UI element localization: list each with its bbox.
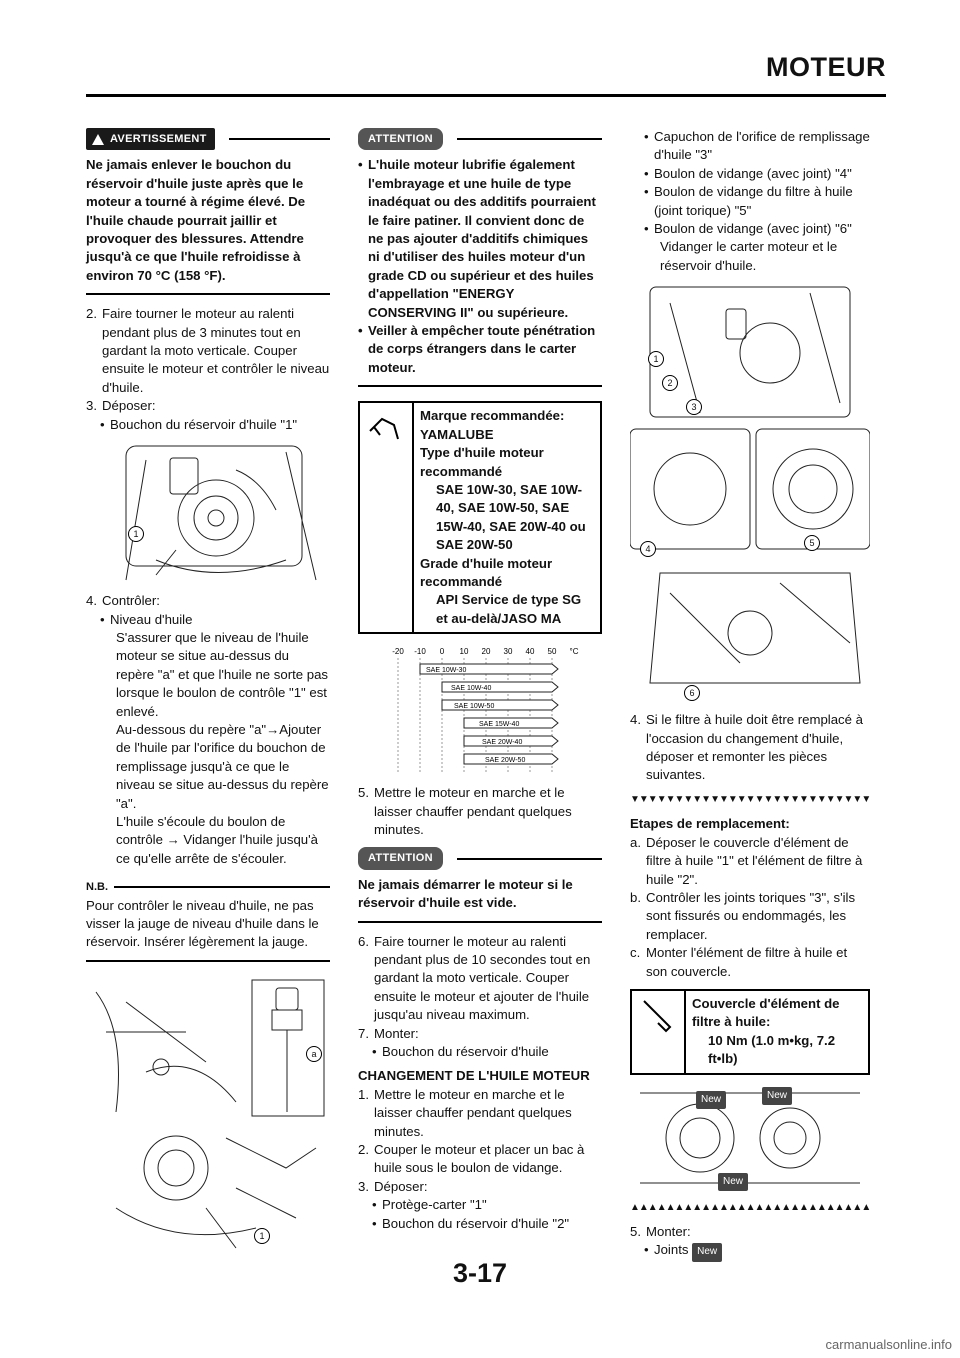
divider xyxy=(457,138,602,140)
figure-filter xyxy=(630,1083,870,1193)
list-item xyxy=(630,165,870,183)
engine-illustration xyxy=(86,440,330,588)
new-badge: New xyxy=(696,1091,726,1109)
paragraph: S'assurer que le niveau de l'huile moteur se situe au-dessus du repère "a" et que l'huile ne sorte pas lorsque le boulon de contrôle "1" est enlevé. xyxy=(116,629,329,719)
section-start-marker: ▼▼▼▼▼▼▼▼▼▼▼▼▼▼▼▼▼▼▼▼▼▼▼▼▼▼▼ xyxy=(630,793,870,805)
section-title: CHANGEMENT DE L'HUILE MOTEUR xyxy=(358,1068,590,1084)
step-text: Contrôler: xyxy=(102,593,160,609)
step-number: 6. xyxy=(358,933,369,949)
step-number: 7. xyxy=(358,1025,369,1041)
list-item xyxy=(86,305,330,397)
list-item xyxy=(86,397,330,415)
torque-wrench-icon xyxy=(632,991,686,1073)
callout-5: 5 xyxy=(804,535,820,551)
spec-line: SAE 10W-30, SAE 10W-40, SAE 10W-50, SAE 15W-40, SAE 20W-40 ou SAE 20W-50 xyxy=(436,481,586,553)
list-item xyxy=(358,1141,602,1178)
step-number: 2. xyxy=(86,306,97,322)
list-item xyxy=(630,889,870,944)
bullet: • xyxy=(358,323,363,339)
note-tag: N.B. xyxy=(86,881,108,894)
bullet-text: Niveau d'huile xyxy=(110,611,193,627)
grade-label: SAE 20W-50 xyxy=(485,757,526,765)
bullet-text: Bouchon du réservoir d'huile "1" xyxy=(110,416,298,432)
temp-tick: -20 xyxy=(392,647,404,657)
list-item xyxy=(630,1223,870,1241)
paragraph: Vidanger le carter moteur et le réservoir d'huile. xyxy=(660,239,838,273)
grade-label: SAE 20W-40 xyxy=(482,739,523,747)
spec-box xyxy=(358,401,602,634)
list-item xyxy=(358,1025,602,1043)
temp-tick: 40 xyxy=(525,647,535,657)
list-item xyxy=(358,1215,602,1233)
list-item xyxy=(358,1086,602,1141)
grade-label: SAE 10W-50 xyxy=(454,703,495,711)
list-item xyxy=(630,944,870,981)
step-text: Déposer: xyxy=(102,398,156,414)
figure-drain-bolt xyxy=(86,1128,330,1258)
bullet-label: Joints xyxy=(654,1242,689,1258)
temp-tick: 0 xyxy=(439,647,445,657)
step-text: Mettre le moteur en marche et le laisser chauffer pendant quelques minutes. xyxy=(374,785,572,837)
bullet: • xyxy=(100,611,105,627)
step-text: Mettre le moteur en marche et le laisser chauffer pendant quelques minutes. xyxy=(374,1086,572,1139)
column-2 xyxy=(358,128,602,1233)
list-item xyxy=(358,322,602,377)
column-3 xyxy=(630,128,870,1262)
callout-1: 1 xyxy=(128,526,144,542)
step-text: Faire tourner le moteur au ralenti pendant plus de 10 secondes tout en gardant la moto verticale. Couper ensuite le moteur et ajouter de l'huile jusqu'au niveau maximum. xyxy=(374,933,591,1023)
bullet-text: Boulon de vidange du filtre à huile (joint torique) "5" xyxy=(654,184,853,218)
step-text: Couper le moteur et placer un bac à huile sous le boulon de vidange. xyxy=(374,1142,585,1176)
step-number: 3. xyxy=(86,398,97,414)
warning-icon xyxy=(92,134,104,145)
temp-tick: °C xyxy=(569,647,579,657)
step-number: 1. xyxy=(358,1086,369,1102)
list-item xyxy=(358,156,602,322)
warning-tag xyxy=(86,128,215,150)
page-number: 3-17 xyxy=(452,1258,508,1288)
spec-line: YAMALUBE xyxy=(420,426,494,442)
step-text: Déposer le couvercle d'élément de filtre à huile "1" et l'élément de filtre à huile "2". xyxy=(646,834,863,887)
bullet: • xyxy=(644,129,649,144)
note-header xyxy=(86,878,330,896)
page-title: MOTEUR xyxy=(766,52,886,82)
torque-body xyxy=(686,991,868,1073)
bullet-text: Boulon de vidange (avec joint) "4" xyxy=(654,165,852,181)
new-badge: New xyxy=(692,1243,722,1261)
filter-illustration xyxy=(630,1083,870,1193)
warning-header xyxy=(86,128,330,150)
attention-header xyxy=(358,847,602,869)
step-text: Déposer: xyxy=(374,1178,428,1194)
list-item xyxy=(630,128,870,165)
attention-text: Ne jamais démarrer le moteur si le réservoir d'huile est vide. xyxy=(358,876,602,923)
viscosity-chart-svg xyxy=(358,642,602,778)
bullet-text: Capuchon de l'orifice de remplissage d'huile "3" xyxy=(654,129,870,163)
step-number: 5. xyxy=(358,785,369,801)
new-badge: New xyxy=(762,1087,792,1105)
callout-2: 2 xyxy=(662,375,678,391)
bullet-text: Protège-carter "1" xyxy=(382,1197,487,1213)
divider xyxy=(457,858,602,860)
step-number: 5. xyxy=(630,1223,641,1239)
drain-points-illustration xyxy=(630,283,870,703)
bullet-text: Bouchon du réservoir d'huile "2" xyxy=(382,1215,570,1231)
step-letter: c. xyxy=(630,945,641,961)
divider xyxy=(114,886,330,888)
bullet-text: Bouchon du réservoir d'huile xyxy=(382,1044,549,1060)
callout-3: 3 xyxy=(686,399,702,415)
warning-text: Ne jamais enlever le bouchon du réservoir d'huile juste après que le moteur a tourné à régime élevé. De l'huile chaude pourrait jaillir et provoquer des blessures. Attendre jusqu'à ce que l'huile refroidisse à environ 70 °C (158 °F). xyxy=(86,156,330,295)
temp-tick: 20 xyxy=(481,647,491,657)
list-item xyxy=(630,834,870,889)
dipstick-illustration xyxy=(86,972,330,1122)
bullet-text: Boulon de vidange (avec joint) "6" xyxy=(654,221,852,237)
list-item xyxy=(358,933,602,1025)
figure-drain-points xyxy=(630,283,870,703)
bullet: • xyxy=(372,1215,377,1231)
list-item xyxy=(86,416,330,434)
torque-box xyxy=(630,989,870,1075)
callout-4: 4 xyxy=(640,541,656,557)
step-number: 3. xyxy=(358,1178,369,1194)
step-number: 4. xyxy=(630,712,641,728)
grade-label: SAE 15W-40 xyxy=(479,721,520,729)
list-item xyxy=(630,220,870,238)
list-item xyxy=(358,784,602,839)
watermark: carmanualsonline.info xyxy=(825,1337,952,1352)
divider xyxy=(229,138,330,140)
step-text: Monter l'élément de filtre à huile et son couvercle. xyxy=(646,945,848,979)
list-item xyxy=(358,1178,602,1196)
bullet-text: L'huile moteur lubrifie également l'embrayage et une huile de type inadéquat ou des additifs pourraient le faire patiner. Il convient donc de ne pas ajouter d'additifs chimiques ni d'utiliser des huiles moteur d'un grade CD ou supérieur et des huiles d'appellation "ENERGY CONSERVING II" ou supérieure. xyxy=(368,157,596,320)
section-end-marker: ▲▲▲▲▲▲▲▲▲▲▲▲▲▲▲▲▲▲▲▲▲▲▲▲▲▲▲ xyxy=(630,1201,870,1213)
spec-line: Grade d'huile moteur recommandé xyxy=(420,555,553,589)
list-item xyxy=(86,611,330,629)
bullet-text: Veiller à empêcher toute pénétration de corps étrangers dans le carter moteur. xyxy=(368,323,596,375)
spec-line: Type d'huile moteur recommandé xyxy=(420,445,544,479)
temp-tick: 10 xyxy=(459,647,469,657)
callout-a: a xyxy=(306,1046,322,1062)
torque-line: 10 Nm (1.0 m•kg, 7.2 ft•lb) xyxy=(708,1032,836,1067)
list-item xyxy=(630,711,870,785)
bullet: • xyxy=(100,416,105,432)
list-item xyxy=(358,1043,602,1061)
oil-can-icon xyxy=(360,403,414,632)
bullet: • xyxy=(358,157,363,173)
step-letter: b. xyxy=(630,889,641,905)
attention-tag: ATTENTION xyxy=(358,847,443,869)
grade-label: SAE 10W-30 xyxy=(426,667,467,675)
torque-line: Couvercle d'élément de filtre à huile: xyxy=(692,995,840,1030)
warning-tag-label: AVERTISSEMENT xyxy=(110,133,207,145)
column-1 xyxy=(86,128,330,1258)
steps-title: Etapes de remplacement: xyxy=(630,816,790,832)
callout-6: 6 xyxy=(684,685,700,701)
temp-tick: 30 xyxy=(503,647,513,657)
spec-line: API Service de type SG et au-delà/JASO MA xyxy=(436,592,582,626)
crankcase-illustration xyxy=(86,1128,330,1258)
list-item xyxy=(86,592,330,610)
attention-tag: ATTENTION xyxy=(358,128,443,150)
bullet: • xyxy=(644,221,649,237)
temp-tick: 50 xyxy=(547,647,557,657)
bullet: • xyxy=(372,1044,377,1060)
step-number: 2. xyxy=(358,1142,369,1158)
bullet: • xyxy=(372,1197,377,1213)
bullet: • xyxy=(644,165,649,181)
attention-header xyxy=(358,128,602,150)
paragraph: L'huile s'écoule du boulon de contrôle → Vidanger l'huile jusqu'à ce qu'elle arrête de s'écouler. xyxy=(116,813,318,866)
callout-1: 1 xyxy=(648,351,664,367)
step-letter: a. xyxy=(630,834,641,850)
paragraph: Au-dessous du repère "a"→Ajouter de l'huile par l'orifice du bouchon de remplissage jusqu'à ce que le niveau se situe au-dessus du repère "a". xyxy=(116,721,329,811)
list-item xyxy=(358,1196,602,1214)
step-text: Monter: xyxy=(374,1025,419,1041)
note-text: Pour contrôler le niveau d'huile, ne pas visser la jauge de niveau d'huile dans le réservoir. Insérer légèrement la jauge. xyxy=(86,897,330,962)
figure-oil-cap xyxy=(86,440,330,588)
callout-1: 1 xyxy=(254,1228,270,1244)
step-text: Monter: xyxy=(646,1223,691,1239)
step-text: Contrôler les joints toriques "3", s'ils sont fissurés ou endommagés, les remplacer. xyxy=(646,889,856,942)
viscosity-chart xyxy=(358,642,602,778)
spec-line: Marque recommandée: xyxy=(420,408,565,424)
new-badge: New xyxy=(718,1173,748,1191)
list-item xyxy=(630,183,870,220)
bullet: • xyxy=(644,1242,649,1258)
temp-tick: -10 xyxy=(414,647,426,657)
step-text: Si le filtre à huile doit être remplacé à l'occasion du changement d'huile, déposer et remonter les pièces suivantes. xyxy=(646,712,863,783)
step-number: 4. xyxy=(86,593,97,609)
attention-block xyxy=(358,156,602,387)
bullet: • xyxy=(644,184,649,200)
figure-dipstick xyxy=(86,972,330,1122)
step-text: Faire tourner le moteur au ralenti pendant plus de 3 minutes tout en gardant la moto verticale. Couper ensuite le moteur et contrôler le niveau d'huile. xyxy=(102,306,330,395)
spec-body xyxy=(414,403,600,632)
header-rule xyxy=(86,94,886,97)
grade-label: SAE 10W-40 xyxy=(451,685,492,693)
